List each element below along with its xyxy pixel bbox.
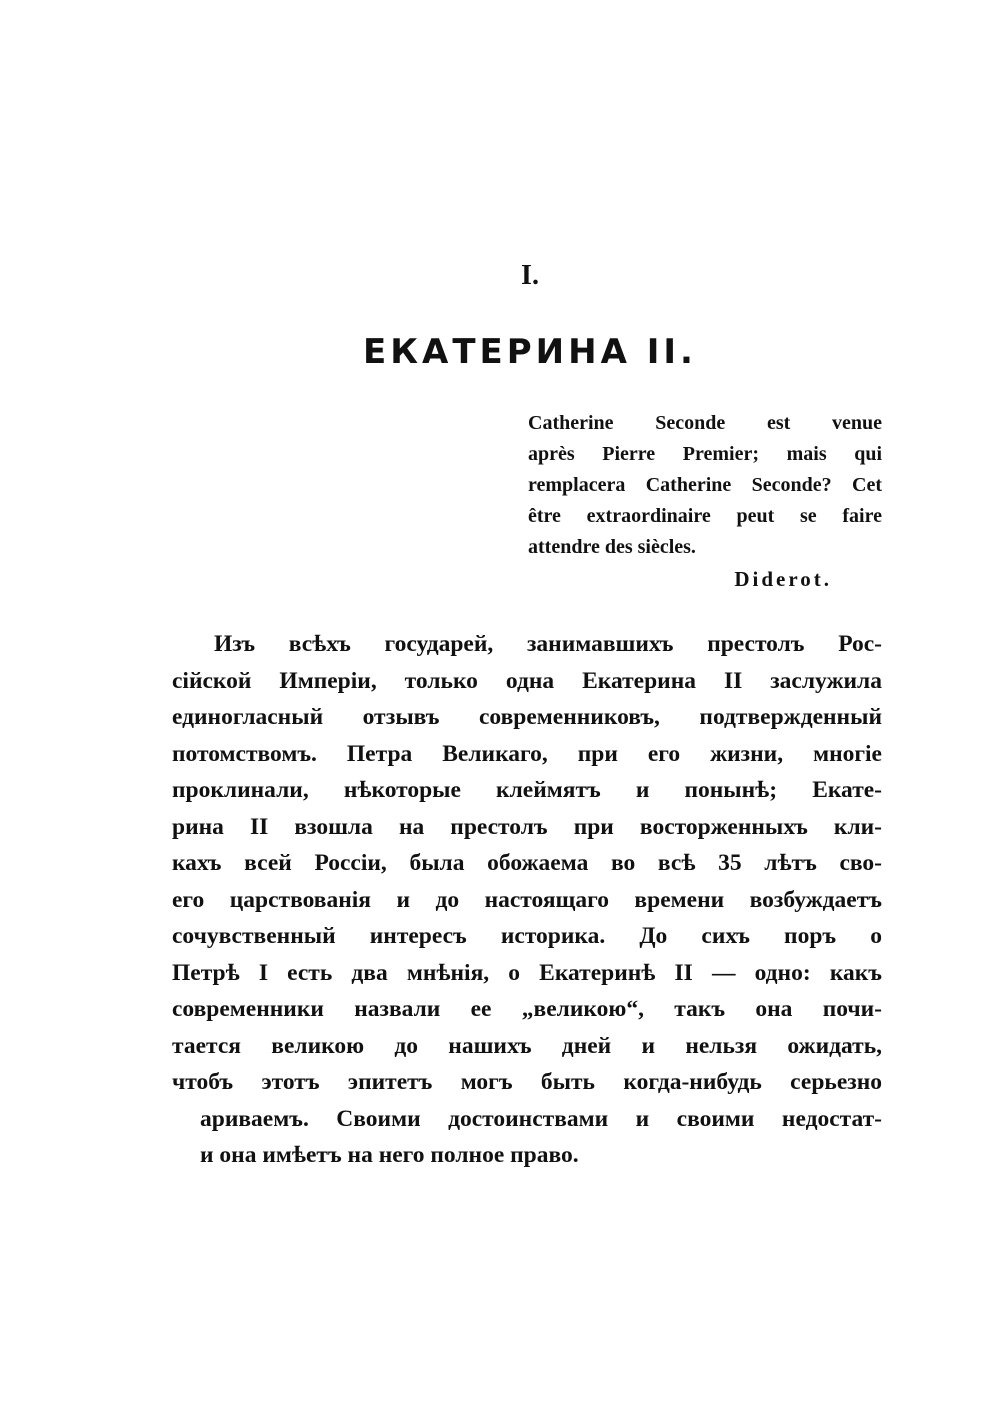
epigraph-line: remplacera Catherine Seconde? Cet <box>528 474 882 496</box>
text-line: и она имѣетъ на него полное право. <box>200 1142 579 1168</box>
epigraph-line: Catherine Seconde est venue <box>528 412 882 434</box>
text-line: современники назвали ее „великою“, такъ она почи- <box>172 996 882 1022</box>
epigraph-line: après Pierre Premier; mais qui <box>528 443 882 465</box>
chapter-number: I. <box>521 260 539 291</box>
text-line: сійской Имперіи, только одна Екатерина II заслужила <box>172 667 882 694</box>
text-line: ариваемъ. Своими достоинствами и своими недостат- <box>200 1105 882 1132</box>
text-line: кахъ всей Россіи, была обожаема во всѣ 35 лѣтъ сво- <box>172 850 882 876</box>
text-line: потомствомъ. Петра Великаго, при его жизни, многіе <box>172 740 882 767</box>
text-line: рина II взошла на престолъ при восторженныхъ кли- <box>172 813 882 840</box>
epigraph <box>528 408 882 563</box>
text-line: Петрѣ I есть два мнѣнія, о Екатеринѣ II — одно: какъ <box>172 959 882 986</box>
text-line: проклинали, нѣкоторые клеймятъ и понынѣ; Екате- <box>172 777 882 803</box>
body-text <box>172 626 882 1174</box>
text-line: сочувственный интересъ историка. До сихъ поръ о <box>172 923 882 949</box>
text-line: Изъ всѣхъ государей, занимавшихъ престолъ Рос- <box>214 631 882 657</box>
text-line: чтобъ этотъ эпитетъ могъ быть когда-нибудь серьезно <box>172 1069 882 1095</box>
text-line: его царствованія и до настоящаго времени возбуждаетъ <box>172 886 882 913</box>
text-line: единогласный отзывъ современниковъ, подтвержденный <box>172 704 882 730</box>
text-line: тается великою до нашихъ дней и нельзя ожидать, <box>172 1032 882 1059</box>
chapter-title: ЕКАТЕРИНА II. <box>363 332 697 372</box>
epigraph-line: être extraordinaire peut se faire <box>528 505 882 527</box>
epigraph-author: Diderot. <box>734 567 832 591</box>
epigraph-line: attendre des siècles. <box>528 536 696 558</box>
